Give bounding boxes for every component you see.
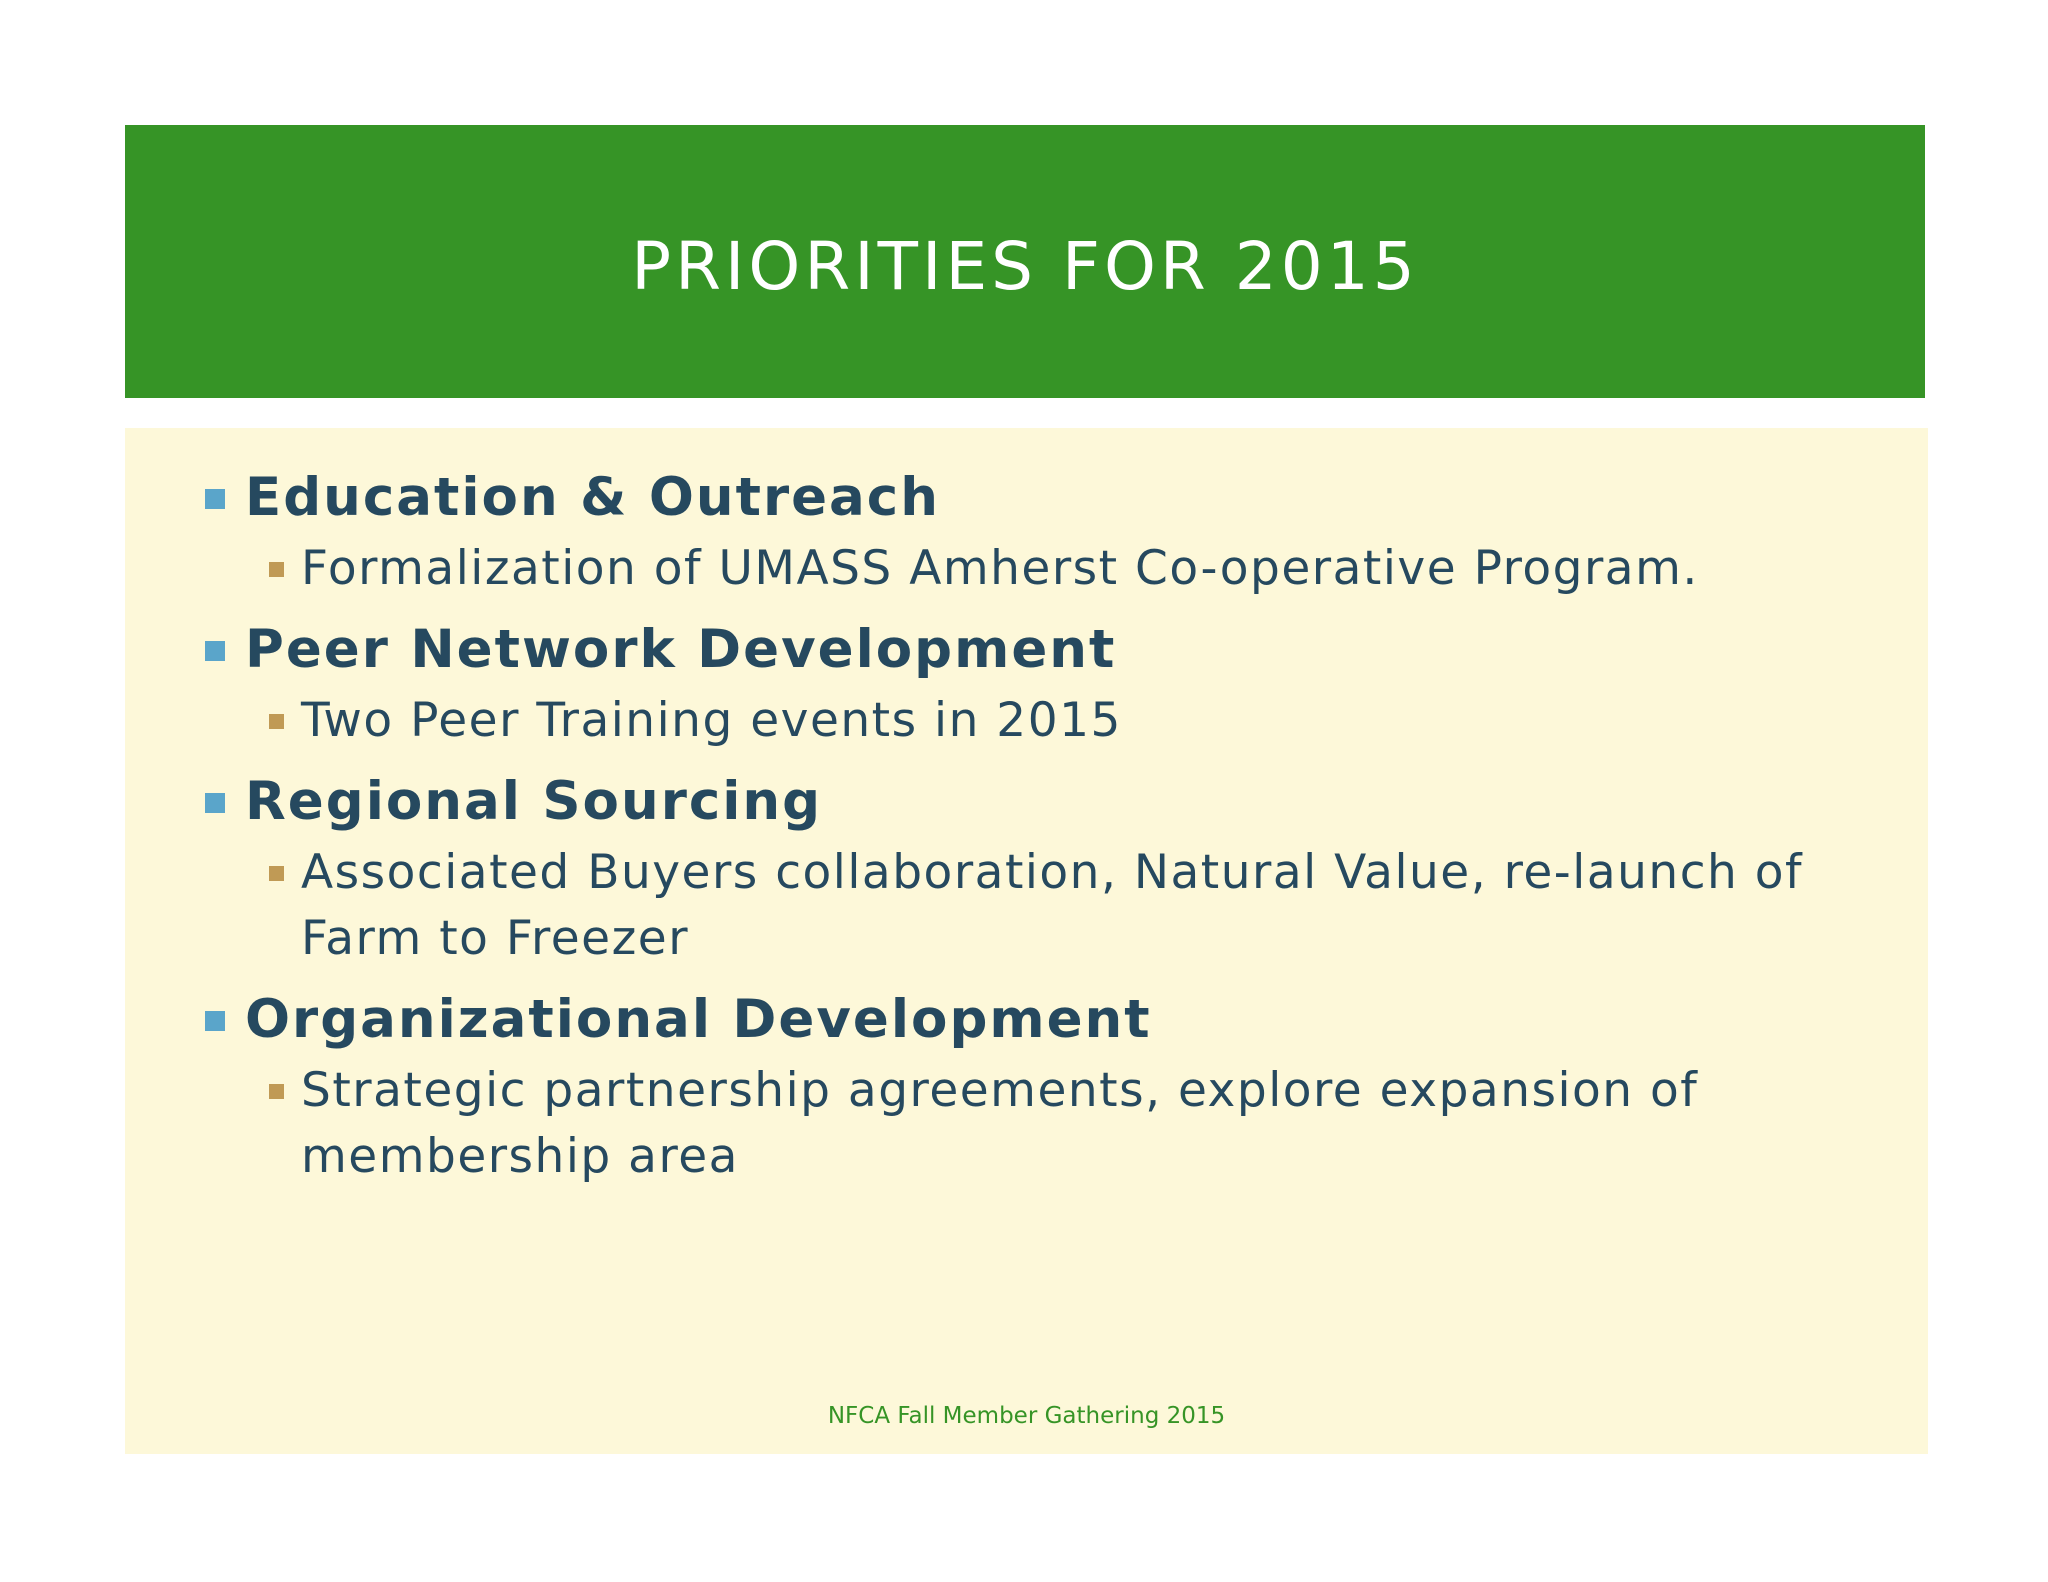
section-detail-text: Two Peer Training events in 2015: [301, 693, 1122, 748]
section-heading-text: Peer Network Development: [245, 619, 1117, 680]
square-bullet-icon: [269, 1084, 284, 1099]
square-bullet-icon: [205, 793, 225, 813]
section-heading-text: Education & Outreach: [245, 467, 940, 528]
slide-title: PRIORITIES FOR 2015: [631, 227, 1419, 305]
title-bar: [125, 125, 1925, 398]
square-bullet-icon: [269, 562, 284, 577]
section-detail: [205, 840, 1885, 972]
section-detail: [205, 688, 1885, 754]
square-bullet-icon: [205, 641, 225, 661]
section-heading-text: Regional Sourcing: [245, 771, 823, 832]
section-heading-regional-sourcing: [205, 768, 1885, 836]
section-detail: [205, 536, 1885, 602]
section-heading-peer-network-development: [205, 616, 1885, 684]
section-heading-education-outreach: [205, 464, 1885, 532]
section-heading-organizational-development: [205, 986, 1885, 1054]
slide-footer: NFCA Fall Member Gathering 2015: [827, 1403, 1226, 1429]
section-detail-text: Strategic partnership agreements, explore expansion of membership area: [301, 1063, 1699, 1184]
content-area: [125, 428, 1928, 1454]
bullet-list: [205, 464, 1885, 1190]
square-bullet-icon: [269, 714, 284, 729]
square-bullet-icon: [205, 489, 225, 509]
section-detail-text: Associated Buyers collaboration, Natural Value, re-launch of Farm to Freezer: [301, 845, 1804, 966]
square-bullet-icon: [205, 1011, 225, 1031]
square-bullet-icon: [269, 866, 284, 881]
section-detail-text: Formalization of UMASS Amherst Co-operative Program.: [301, 541, 1699, 596]
section-detail: [205, 1058, 1885, 1190]
section-heading-text: Organizational Development: [245, 989, 1152, 1050]
